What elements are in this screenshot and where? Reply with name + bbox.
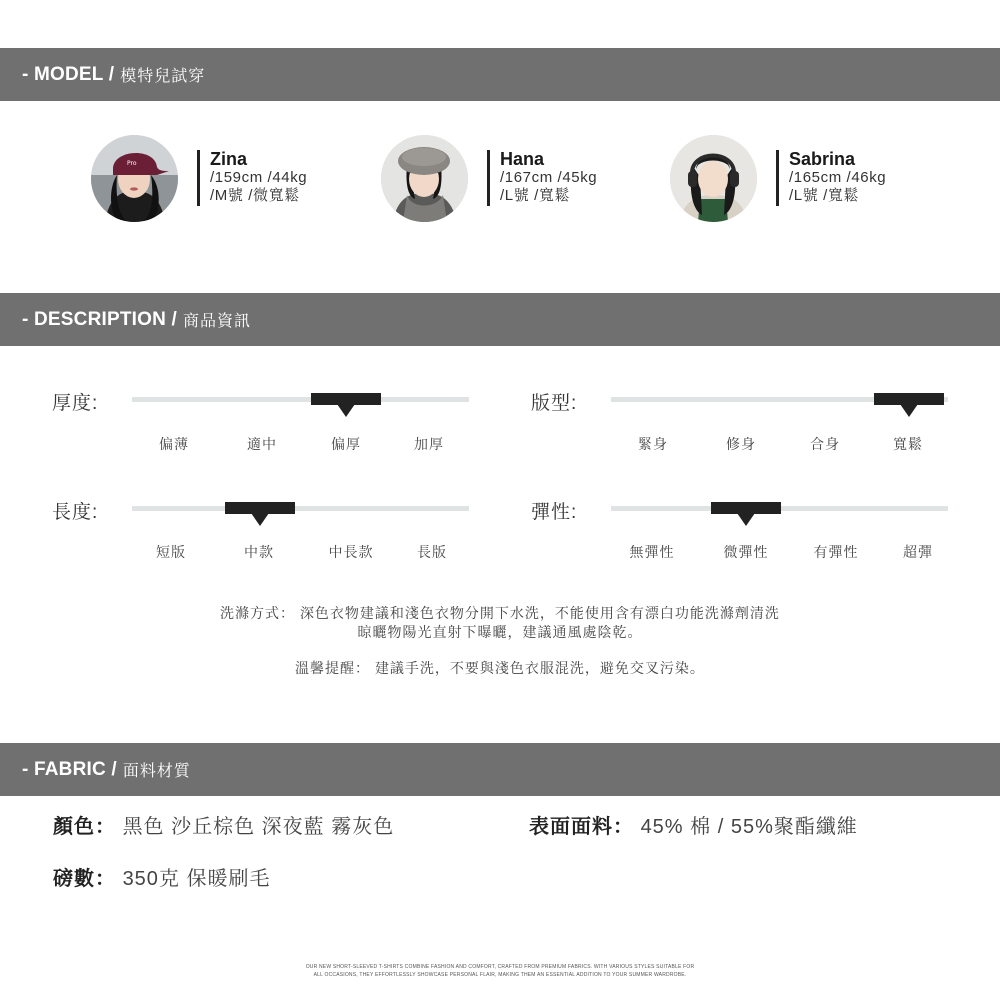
care-tip xyxy=(0,659,1000,678)
model-measurements: /159cm /44kg xyxy=(210,169,308,186)
fabric-color-row xyxy=(53,810,394,839)
thickness-indicator xyxy=(311,393,381,405)
model-avatar xyxy=(381,135,468,222)
length-label: 長度: xyxy=(52,502,99,523)
elasticity-scale xyxy=(611,506,948,511)
model-fit: /M號 /微寬鬆 xyxy=(210,187,300,204)
elasticity-option: 微彈性 xyxy=(723,544,769,560)
model-measurements: /165cm /46kg xyxy=(789,169,887,186)
length-option: 短版 xyxy=(156,544,186,560)
elasticity-label: 彈性: xyxy=(531,502,578,523)
description-section-header xyxy=(0,293,1000,346)
length-option: 中款 xyxy=(244,544,274,560)
length-scale xyxy=(132,506,469,511)
model-name: Sabrina xyxy=(789,149,856,169)
model-avatar xyxy=(91,135,178,222)
section-title-zh: 商品資訊 xyxy=(183,313,252,330)
model-measurements: /167cm /45kg xyxy=(500,169,598,186)
thickness-option: 偏厚 xyxy=(331,436,361,452)
model-card-sabrina xyxy=(670,135,930,225)
thickness-option: 適中 xyxy=(247,436,277,452)
fit-option: 修身 xyxy=(726,436,756,452)
wash-text-line2: 晾曬物陽光直射下曝曬，建議通風處陰乾。 xyxy=(357,624,643,640)
section-title-zh: 面料材質 xyxy=(122,763,191,780)
elasticity-option: 有彈性 xyxy=(813,544,859,560)
elasticity-indicator xyxy=(711,502,781,514)
fit-option: 緊身 xyxy=(638,436,668,452)
fit-scale xyxy=(611,397,948,402)
tip-label: 溫馨提醒： xyxy=(295,660,371,676)
footer-text xyxy=(0,963,1000,979)
thickness-option: 偏薄 xyxy=(159,436,189,452)
model-info xyxy=(197,150,307,206)
elasticity-option: 無彈性 xyxy=(629,544,675,560)
model-card-hana xyxy=(381,135,641,225)
model-fit: /L號 /寬鬆 xyxy=(500,187,571,204)
model-avatar xyxy=(670,135,757,222)
wash-text-line1: 深色衣物建議和淺色衣物分開下水洗，不能使用含有漂白功能洗滌劑清洗 xyxy=(299,605,780,621)
fabric-weight-row xyxy=(53,862,271,891)
thickness-option: 加厚 xyxy=(414,436,444,452)
length-option: 長版 xyxy=(417,544,447,560)
model-info xyxy=(776,150,886,206)
svg-text:Pro: Pro xyxy=(127,160,137,167)
thickness-label: 厚度: xyxy=(52,393,99,414)
section-title-en: - MODEL / xyxy=(22,63,115,85)
elasticity-option: 超彈 xyxy=(903,544,933,560)
model-fit: /L號 /寬鬆 xyxy=(789,187,860,204)
model-name: Zina xyxy=(210,149,248,169)
section-title-zh: 模特兒試穿 xyxy=(120,68,206,85)
footer-line2: ALL OCCASIONS, THEY EFFORTLESSLY SHOWCASE PERSONAL FLAIR, MAKING THEM AN ESSENTIAL ADDITION TO YOUR SUMMER WARDROBE. xyxy=(313,972,687,978)
fit-option: 合身 xyxy=(810,436,840,452)
footer-line1: OUR NEW SHORT-SLEEVED T-SHIRTS COMBINE FASHION AND COMFORT, CRAFTED FROM PREMIUM FABRICS. WITH VARIOUS STYLES SUITABLE FOR xyxy=(305,964,695,970)
section-title-en: - DESCRIPTION / xyxy=(22,308,178,330)
thickness-scale xyxy=(132,397,469,402)
fit-option: 寬鬆 xyxy=(893,436,923,452)
wash-instructions xyxy=(0,604,1000,623)
length-option: 中長款 xyxy=(328,544,374,560)
model-info xyxy=(487,150,597,206)
wash-instructions-line2 xyxy=(0,623,1000,642)
model-name: Hana xyxy=(500,149,545,169)
fabric-weight-label: 磅數： xyxy=(53,868,116,890)
model-section-header xyxy=(0,48,1000,101)
section-title-en: - FABRIC / xyxy=(22,758,117,780)
length-indicator xyxy=(225,502,295,514)
fabric-color-label: 顏色： xyxy=(53,816,116,838)
fabric-section-header xyxy=(0,743,1000,796)
fit-indicator xyxy=(874,393,944,405)
fabric-color-value: 黑色 沙丘棕色 深夜藍 霧灰色 xyxy=(122,816,395,838)
wash-label: 洗滌方式： xyxy=(220,605,296,621)
fabric-material-row xyxy=(529,810,858,839)
fabric-material-label: 表面面料： xyxy=(529,816,634,838)
fabric-material-value: 45% 棉 / 55%聚酯纖維 xyxy=(640,816,858,838)
tip-text: 建議手洗，不要與淺色衣服混洗，避免交叉污染。 xyxy=(374,660,705,676)
fabric-weight-value: 350克 保暖刷毛 xyxy=(122,868,271,890)
fit-label: 版型: xyxy=(531,393,578,414)
model-card-zina xyxy=(91,135,351,225)
